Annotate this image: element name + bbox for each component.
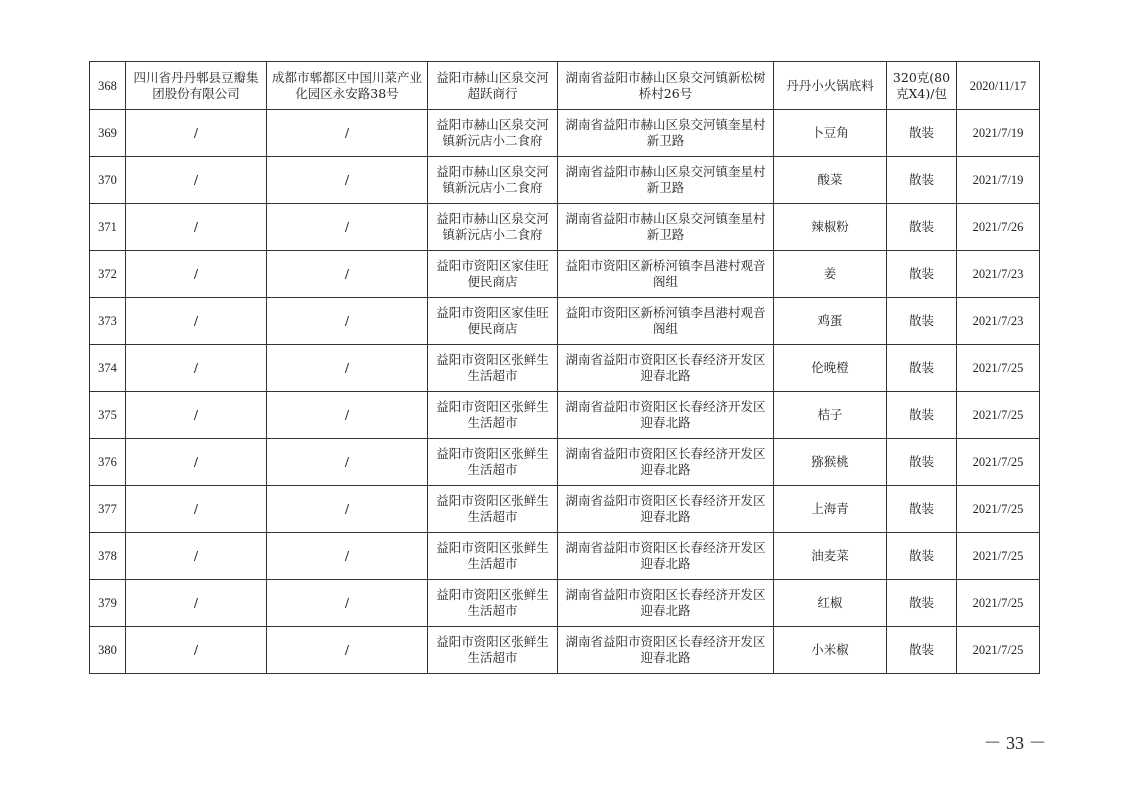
cell-producer-address: / bbox=[267, 439, 428, 486]
cell-seller-address: 湖南省益阳市赫山区泉交河镇奎星村新卫路 bbox=[558, 157, 774, 204]
page-number: － 33 － bbox=[983, 733, 1047, 753]
cell-serial-number: 378 bbox=[90, 533, 126, 580]
cell-producer-address: / bbox=[267, 392, 428, 439]
cell-producer-name: / bbox=[126, 345, 267, 392]
cell-seller-address: 湖南省益阳市资阳区长春经济开发区迎春北路 bbox=[558, 392, 774, 439]
cell-product-name: 猕猴桃 bbox=[774, 439, 887, 486]
table-row bbox=[90, 251, 1040, 298]
cell-production-date: 2020/11/17 bbox=[957, 62, 1040, 110]
cell-product-name: 卜豆角 bbox=[774, 110, 887, 157]
cell-production-date: 2021/7/25 bbox=[957, 580, 1040, 627]
cell-serial-number: 374 bbox=[90, 345, 126, 392]
cell-production-date: 2021/7/25 bbox=[957, 345, 1040, 392]
cell-specification: 散装 bbox=[887, 439, 957, 486]
table-row bbox=[90, 157, 1040, 204]
cell-product-name: 桔子 bbox=[774, 392, 887, 439]
cell-producer-address: / bbox=[267, 580, 428, 627]
table-row bbox=[90, 439, 1040, 486]
cell-serial-number: 373 bbox=[90, 298, 126, 345]
table-row bbox=[90, 580, 1040, 627]
table-row bbox=[90, 533, 1040, 580]
table-row bbox=[90, 298, 1040, 345]
cell-producer-address: / bbox=[267, 251, 428, 298]
cell-seller-name: 益阳市资阳区张鲜生生活超市 bbox=[428, 533, 558, 580]
cell-product-name: 小米椒 bbox=[774, 627, 887, 674]
cell-product-name: 姜 bbox=[774, 251, 887, 298]
cell-seller-address: 湖南省益阳市资阳区长春经济开发区迎春北路 bbox=[558, 345, 774, 392]
cell-product-name: 酸菜 bbox=[774, 157, 887, 204]
cell-specification: 散装 bbox=[887, 204, 957, 251]
cell-producer-address: / bbox=[267, 627, 428, 674]
cell-seller-address: 湖南省益阳市赫山区泉交河镇新松树桥村26号 bbox=[558, 62, 774, 110]
cell-seller-address: 湖南省益阳市资阳区长春经济开发区迎春北路 bbox=[558, 533, 774, 580]
cell-serial-number: 371 bbox=[90, 204, 126, 251]
cell-producer-address: / bbox=[267, 345, 428, 392]
cell-seller-address: 湖南省益阳市资阳区长春经济开发区迎春北路 bbox=[558, 580, 774, 627]
cell-seller-name: 益阳市赫山区泉交河镇新沅店小二食府 bbox=[428, 110, 558, 157]
cell-producer-name: / bbox=[126, 486, 267, 533]
cell-product-name: 红椒 bbox=[774, 580, 887, 627]
cell-serial-number: 372 bbox=[90, 251, 126, 298]
cell-specification: 散装 bbox=[887, 580, 957, 627]
cell-seller-address: 湖南省益阳市资阳区长春经济开发区迎春北路 bbox=[558, 486, 774, 533]
cell-producer-name: / bbox=[126, 110, 267, 157]
cell-product-name: 鸡蛋 bbox=[774, 298, 887, 345]
cell-seller-name: 益阳市资阳区张鲜生生活超市 bbox=[428, 580, 558, 627]
cell-producer-name: / bbox=[126, 298, 267, 345]
cell-production-date: 2021/7/25 bbox=[957, 533, 1040, 580]
table-row bbox=[90, 62, 1040, 110]
cell-producer-address: / bbox=[267, 533, 428, 580]
cell-seller-name: 益阳市资阳区张鲜生生活超市 bbox=[428, 627, 558, 674]
cell-product-name: 油麦菜 bbox=[774, 533, 887, 580]
records-table-body bbox=[90, 62, 1040, 674]
cell-production-date: 2021/7/23 bbox=[957, 298, 1040, 345]
cell-producer-name: / bbox=[126, 439, 267, 486]
cell-producer-address: / bbox=[267, 204, 428, 251]
cell-seller-name: 益阳市赫山区泉交河镇新沅店小二食府 bbox=[428, 204, 558, 251]
cell-production-date: 2021/7/26 bbox=[957, 204, 1040, 251]
cell-serial-number: 379 bbox=[90, 580, 126, 627]
cell-production-date: 2021/7/23 bbox=[957, 251, 1040, 298]
cell-producer-address: 成都市郫都区中国川菜产业化园区永安路38号 bbox=[267, 62, 428, 110]
cell-producer-name: / bbox=[126, 392, 267, 439]
cell-seller-name: 益阳市资阳区家佳旺便民商店 bbox=[428, 251, 558, 298]
cell-producer-address: / bbox=[267, 110, 428, 157]
table-row bbox=[90, 204, 1040, 251]
cell-seller-name: 益阳市赫山区泉交河镇新沅店小二食府 bbox=[428, 157, 558, 204]
cell-product-name: 伦晚橙 bbox=[774, 345, 887, 392]
cell-specification: 散装 bbox=[887, 251, 957, 298]
cell-production-date: 2021/7/25 bbox=[957, 486, 1040, 533]
cell-specification: 散装 bbox=[887, 533, 957, 580]
cell-serial-number: 375 bbox=[90, 392, 126, 439]
cell-producer-name: / bbox=[126, 251, 267, 298]
cell-specification: 散装 bbox=[887, 392, 957, 439]
cell-product-name: 上海青 bbox=[774, 486, 887, 533]
cell-producer-name: / bbox=[126, 533, 267, 580]
cell-seller-address: 益阳市资阳区新桥河镇李昌港村观音阁组 bbox=[558, 251, 774, 298]
cell-producer-name: / bbox=[126, 580, 267, 627]
cell-seller-name: 益阳市资阳区张鲜生生活超市 bbox=[428, 486, 558, 533]
cell-production-date: 2021/7/19 bbox=[957, 110, 1040, 157]
cell-seller-address: 湖南省益阳市赫山区泉交河镇奎星村新卫路 bbox=[558, 110, 774, 157]
cell-seller-name: 益阳市资阳区张鲜生生活超市 bbox=[428, 439, 558, 486]
cell-producer-name: 四川省丹丹郫县豆瓣集团股份有限公司 bbox=[126, 62, 267, 110]
cell-specification: 散装 bbox=[887, 486, 957, 533]
cell-serial-number: 377 bbox=[90, 486, 126, 533]
cell-specification: 散装 bbox=[887, 110, 957, 157]
cell-product-name: 辣椒粉 bbox=[774, 204, 887, 251]
cell-seller-address: 湖南省益阳市资阳区长春经济开发区迎春北路 bbox=[558, 627, 774, 674]
table-row bbox=[90, 110, 1040, 157]
cell-specification: 散装 bbox=[887, 298, 957, 345]
cell-seller-address: 益阳市资阳区新桥河镇李昌港村观音阁组 bbox=[558, 298, 774, 345]
cell-seller-name: 益阳市赫山区泉交河超跃商行 bbox=[428, 62, 558, 110]
cell-producer-address: / bbox=[267, 298, 428, 345]
cell-producer-name: / bbox=[126, 204, 267, 251]
table-row bbox=[90, 486, 1040, 533]
cell-serial-number: 376 bbox=[90, 439, 126, 486]
cell-seller-name: 益阳市资阳区张鲜生生活超市 bbox=[428, 392, 558, 439]
cell-producer-name: / bbox=[126, 157, 267, 204]
cell-specification: 320克(80克X4)/包 bbox=[887, 62, 957, 110]
cell-production-date: 2021/7/25 bbox=[957, 627, 1040, 674]
cell-specification: 散装 bbox=[887, 627, 957, 674]
table-row bbox=[90, 392, 1040, 439]
cell-producer-address: / bbox=[267, 486, 428, 533]
cell-production-date: 2021/7/19 bbox=[957, 157, 1040, 204]
cell-production-date: 2021/7/25 bbox=[957, 439, 1040, 486]
cell-seller-address: 湖南省益阳市赫山区泉交河镇奎星村新卫路 bbox=[558, 204, 774, 251]
cell-producer-name: / bbox=[126, 627, 267, 674]
cell-serial-number: 369 bbox=[90, 110, 126, 157]
cell-serial-number: 368 bbox=[90, 62, 126, 110]
cell-seller-address: 湖南省益阳市资阳区长春经济开发区迎春北路 bbox=[558, 439, 774, 486]
cell-specification: 散装 bbox=[887, 345, 957, 392]
cell-serial-number: 370 bbox=[90, 157, 126, 204]
cell-serial-number: 380 bbox=[90, 627, 126, 674]
cell-seller-name: 益阳市资阳区家佳旺便民商店 bbox=[428, 298, 558, 345]
cell-seller-name: 益阳市资阳区张鲜生生活超市 bbox=[428, 345, 558, 392]
cell-producer-address: / bbox=[267, 157, 428, 204]
cell-product-name: 丹丹小火锅底料 bbox=[774, 62, 887, 110]
table-row bbox=[90, 627, 1040, 674]
cell-specification: 散装 bbox=[887, 157, 957, 204]
records-table bbox=[89, 61, 1040, 674]
cell-production-date: 2021/7/25 bbox=[957, 392, 1040, 439]
table-row bbox=[90, 345, 1040, 392]
